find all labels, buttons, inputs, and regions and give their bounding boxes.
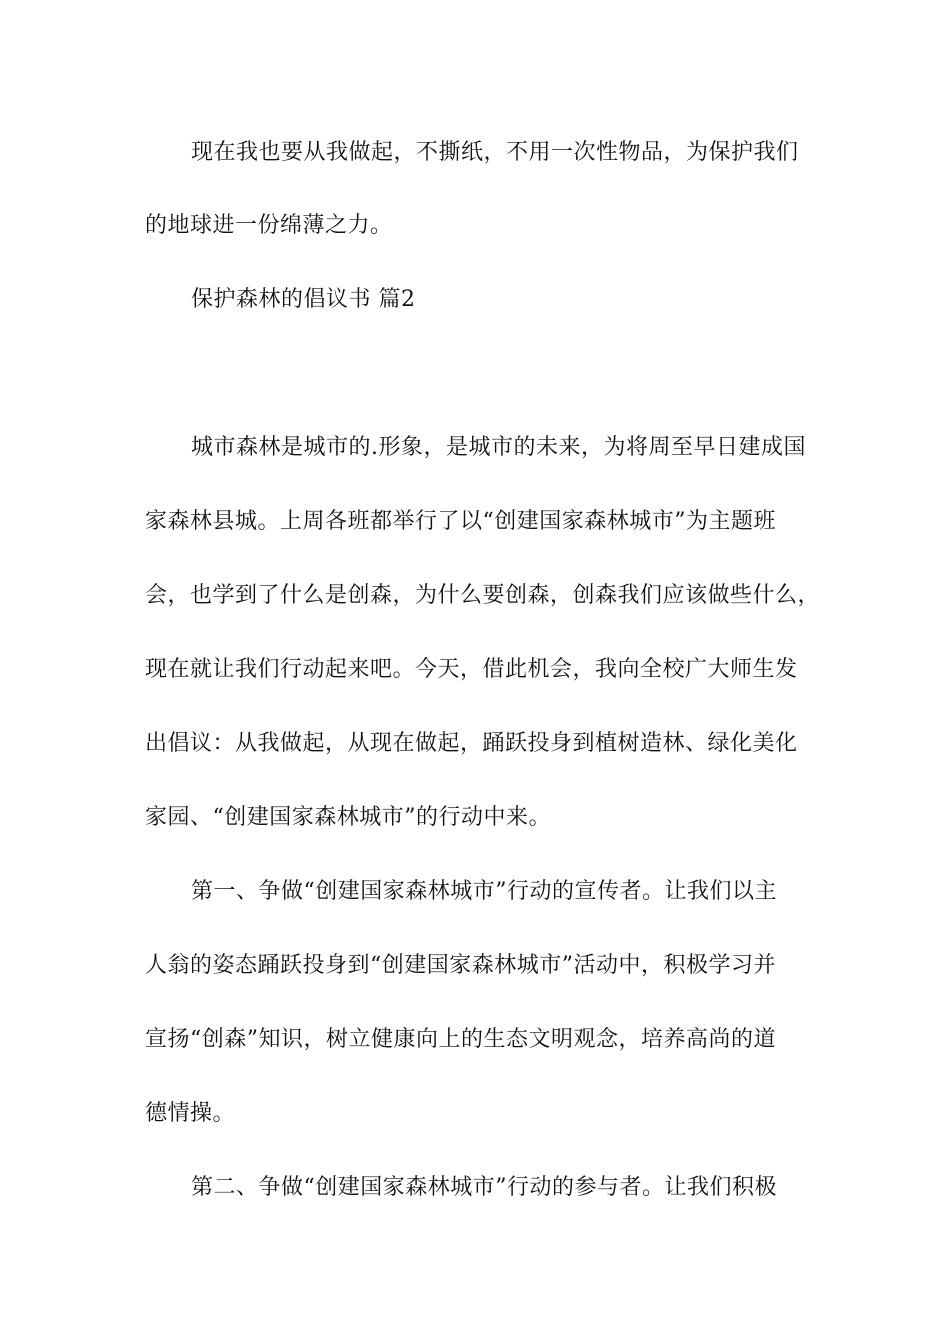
paragraph-line: 第一、争做“创建国家森林城市”行动的宣传者。让我们以主	[191, 879, 777, 904]
paragraph-line: 会，也学到了什么是创森，为什么要创森，创森我们应该做些什么，	[145, 583, 821, 608]
paragraph-line: 第二、争做“创建国家森林城市”行动的参与者。让我们积极	[191, 1175, 777, 1200]
paragraph-line: 现在就让我们行动起来吧。今天，借此机会，我向全校广大师生发	[145, 657, 798, 682]
paragraph-line: 人翁的姿态踊跃投身到“创建国家森林城市”活动中，积极学习并	[145, 953, 776, 978]
paragraph-line: 家森林县城。上周各班都举行了以“创建国家森林城市”为主题班	[145, 509, 776, 534]
paragraph-line: 城市森林是城市的.形象，是城市的未来，为将周至早日建成国	[191, 435, 806, 460]
section-heading: 保护森林的倡议书 篇2	[191, 287, 416, 312]
paragraph-line: 现在我也要从我做起，不撕纸，不用一次性物品，为保护我们	[191, 140, 799, 165]
paragraph-line: 宣扬“创森”知识，树立健康向上的生态文明观念，培养高尚的道	[145, 1027, 776, 1052]
paragraph-line: 的地球进一份绵薄之力。	[145, 213, 393, 238]
paragraph-line: 德情操。	[145, 1101, 236, 1126]
paragraph-line: 出倡议：从我做起，从现在做起，踊跃投身到植树造林、绿化美化	[145, 731, 798, 756]
paragraph-line: 家园、“创建国家森林城市”的行动中来。	[145, 805, 551, 830]
